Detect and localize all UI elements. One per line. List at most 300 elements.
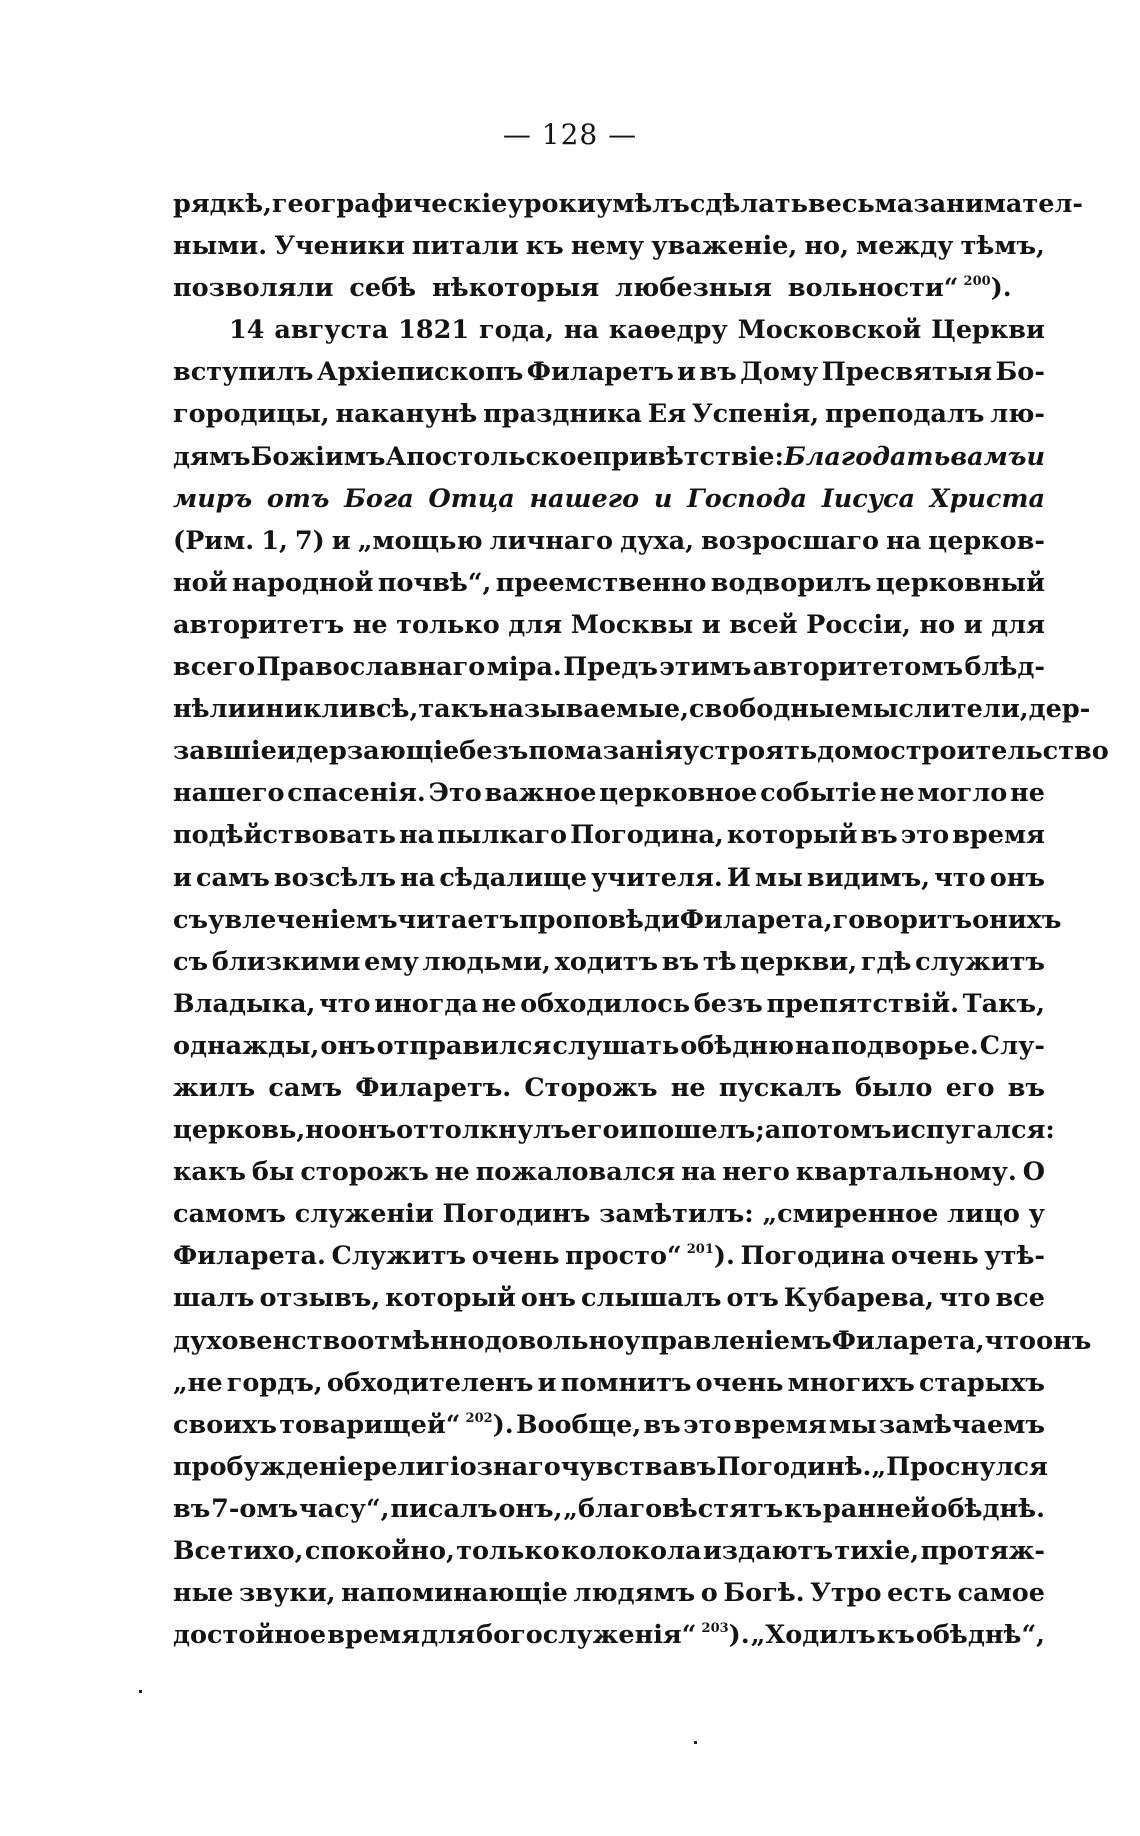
word: который xyxy=(385,1283,516,1314)
word: Божіимъ xyxy=(250,441,386,472)
word: но, xyxy=(804,231,849,262)
text-line xyxy=(173,730,1109,772)
word: жилъ xyxy=(173,1072,256,1103)
word: возросшаго xyxy=(701,525,880,556)
word: къ xyxy=(525,231,564,262)
word: квартальному. xyxy=(795,1157,1017,1188)
word: и xyxy=(173,862,192,893)
word: на xyxy=(886,525,922,556)
word: нашего xyxy=(173,778,285,809)
footnote-ref: 203 xyxy=(701,1621,729,1637)
word: что xyxy=(934,862,986,893)
footnote-ref: 202 xyxy=(465,1410,493,1426)
word: праздника xyxy=(483,399,642,430)
word: Ея xyxy=(647,399,687,430)
word: къ xyxy=(876,1620,915,1651)
word: Служитъ xyxy=(331,1241,467,1272)
word: онъ xyxy=(989,862,1045,893)
word: Церкви xyxy=(931,315,1045,346)
word: у xyxy=(1028,1199,1045,1230)
word: протяж- xyxy=(920,1536,1045,1566)
word: не xyxy=(481,988,517,1019)
speck-left xyxy=(139,1690,142,1693)
word: и xyxy=(619,1115,639,1146)
word: помазанія xyxy=(528,736,683,767)
word: духа, xyxy=(620,525,695,556)
word: безъ xyxy=(459,736,529,767)
word: какъ xyxy=(173,1157,246,1188)
word: Архіепископъ xyxy=(316,357,524,388)
word: устроять xyxy=(682,736,818,767)
word: часу“, xyxy=(298,1493,390,1524)
word: обѣдню xyxy=(680,1030,795,1061)
word: личнаго xyxy=(489,525,614,556)
word: богослуженія“ $^{203}$). xyxy=(476,1620,750,1651)
word: онъ, xyxy=(498,1493,563,1524)
word: мыслители, xyxy=(850,694,1029,725)
footnote-ref: 201 xyxy=(686,1242,714,1258)
word: наканунѣ xyxy=(335,399,478,430)
word: сѣдалище xyxy=(439,862,587,893)
word: уроки xyxy=(507,189,596,219)
word: есть xyxy=(887,1578,952,1609)
word: Погодина, xyxy=(570,820,724,851)
word: и xyxy=(963,609,983,640)
word: гордъ, xyxy=(226,1367,323,1398)
word: Господа xyxy=(687,483,808,514)
word: ной xyxy=(173,567,228,598)
word: что xyxy=(939,1283,991,1314)
word: тихіе, xyxy=(834,1536,920,1566)
text-line xyxy=(173,351,1045,393)
word: 7) xyxy=(294,525,325,556)
word: самъ xyxy=(268,1072,343,1103)
word: и xyxy=(276,736,296,767)
word: просто“ $^{201}$). xyxy=(565,1241,735,1272)
word: любезныя xyxy=(615,273,772,304)
word: Благодать xyxy=(783,441,951,472)
word: дерзающіе xyxy=(295,736,460,767)
word: Іисуса xyxy=(821,483,916,514)
word: авторитетъ xyxy=(173,609,345,640)
word: Утро xyxy=(810,1578,882,1609)
text-line xyxy=(173,941,1045,983)
word: каѳедру xyxy=(608,315,728,346)
footnote-ref: 200 xyxy=(963,274,991,290)
word: съ xyxy=(173,904,209,935)
word: подворье. xyxy=(831,1030,979,1061)
word: спокойно, xyxy=(304,1536,455,1566)
word: съ xyxy=(173,946,209,977)
word: „благовѣстятъ xyxy=(563,1493,784,1524)
word: издаютъ xyxy=(702,1536,834,1566)
word: обходителенъ xyxy=(326,1367,534,1398)
word: не xyxy=(879,778,915,809)
word: ными. xyxy=(173,231,268,262)
word: замѣтилъ: xyxy=(599,1199,754,1230)
word: на xyxy=(681,1157,717,1188)
text-line xyxy=(173,1151,1045,1193)
word: въ xyxy=(860,820,898,851)
word: людямъ xyxy=(573,1578,696,1609)
ref-close: ). xyxy=(713,1241,735,1272)
word: очень xyxy=(890,1241,979,1272)
word: напоминающіе xyxy=(341,1578,568,1609)
word: занимател- xyxy=(913,189,1083,219)
word: И xyxy=(726,862,751,893)
word: отправился xyxy=(376,1030,552,1061)
word: обѣднѣ. xyxy=(930,1493,1045,1524)
text-line xyxy=(173,604,1045,646)
word: „Ходилъ xyxy=(750,1620,876,1651)
word: себѣ xyxy=(349,273,417,304)
word: него xyxy=(722,1157,790,1188)
word: а xyxy=(764,1115,782,1146)
word: время xyxy=(952,820,1045,851)
word: церковный xyxy=(875,567,1045,598)
word: и xyxy=(677,357,697,388)
word: обходилось xyxy=(520,988,691,1019)
word: и xyxy=(1026,441,1045,472)
word: потомъ xyxy=(781,1115,892,1146)
word: завшіе xyxy=(173,736,277,767)
word: было xyxy=(854,1072,933,1103)
word: 7-омъ xyxy=(211,1493,299,1524)
word: шалъ xyxy=(173,1283,255,1314)
word: свободные xyxy=(689,694,851,725)
text-line xyxy=(173,267,1045,309)
text-line xyxy=(173,1277,1045,1319)
word: религіознаго xyxy=(363,1451,561,1482)
word: довольно xyxy=(484,1325,625,1356)
word: Бо- xyxy=(995,357,1045,388)
word: Успенія, xyxy=(691,399,820,430)
word: однажды, xyxy=(173,1030,320,1061)
word: для xyxy=(991,609,1045,640)
word: писалъ xyxy=(390,1493,498,1524)
word: августа xyxy=(274,315,389,346)
word: дямъ xyxy=(173,441,251,472)
word: миръ xyxy=(173,483,253,514)
word: пускалъ xyxy=(718,1072,842,1103)
word: всѣ, xyxy=(358,694,419,725)
word: пожаловался xyxy=(475,1157,676,1188)
word: сторожъ xyxy=(300,1157,429,1188)
word: Филарета, xyxy=(679,904,833,935)
word: служеніи xyxy=(294,1199,434,1230)
word: отъ xyxy=(266,483,330,514)
word: этимъ xyxy=(659,652,752,683)
word: вступилъ xyxy=(173,357,314,388)
word: міра. xyxy=(486,652,562,683)
text-line xyxy=(173,1193,1045,1235)
text-line xyxy=(173,1488,1045,1530)
word: ранней xyxy=(822,1493,930,1524)
word: не xyxy=(1010,778,1045,809)
word: Богѣ. xyxy=(723,1578,805,1609)
word: церкви, xyxy=(740,946,858,977)
word: не xyxy=(352,609,388,640)
word: видимъ, xyxy=(806,862,931,893)
word: Слу- xyxy=(979,1030,1045,1061)
word: достойное xyxy=(173,1620,327,1651)
word: время xyxy=(733,1409,827,1440)
word: авторитетомъ xyxy=(752,652,964,683)
word: событіе xyxy=(760,778,877,809)
ref-close: ). xyxy=(492,1409,514,1440)
word: Ученики xyxy=(274,231,405,262)
word: церков- xyxy=(928,525,1045,556)
word: отмѣнно xyxy=(357,1325,485,1356)
word: помнитъ xyxy=(560,1367,692,1398)
page-number: — 128 — xyxy=(502,118,638,151)
word: всего xyxy=(173,652,256,683)
word: о xyxy=(972,904,990,935)
word: учителя. xyxy=(591,862,723,893)
word: рядкѣ, xyxy=(173,189,272,219)
word: блѣд- xyxy=(964,652,1045,683)
word: управленіемъ xyxy=(624,1325,832,1356)
word: нему xyxy=(570,231,645,262)
text-line xyxy=(173,983,1045,1025)
word: онъ xyxy=(340,1115,397,1146)
word: Погодинѣ. xyxy=(716,1451,872,1482)
word: пошелъ; xyxy=(638,1115,765,1146)
word: Московской xyxy=(737,315,922,346)
word: тихо, xyxy=(227,1536,304,1566)
word: умѣлъ xyxy=(595,189,690,219)
word: (Рим. xyxy=(173,525,255,556)
word: безъ xyxy=(693,988,763,1019)
word: товарищей“ $^{202}$). xyxy=(279,1409,514,1440)
word: уваженіе, xyxy=(651,231,798,262)
word: называемые, xyxy=(488,694,689,725)
word: онъ xyxy=(1036,1325,1092,1356)
word: близкими xyxy=(211,946,361,977)
word: обѣднѣ“, xyxy=(915,1620,1045,1651)
word: важное xyxy=(484,778,597,809)
word: но xyxy=(919,609,956,640)
word: нѣкоторыя xyxy=(432,273,600,304)
word: но xyxy=(305,1115,341,1146)
word: Филарета, xyxy=(831,1325,985,1356)
word: на xyxy=(563,315,599,346)
word: увлеченіемъ xyxy=(208,904,398,935)
word: замѣчаемъ xyxy=(878,1409,1045,1440)
word: колокола xyxy=(561,1536,702,1566)
word: Бога xyxy=(344,483,414,514)
word: старыхъ xyxy=(918,1367,1045,1398)
word: чувства xyxy=(560,1451,680,1482)
text-line xyxy=(173,225,1045,267)
word: дер- xyxy=(1028,694,1091,725)
word: это xyxy=(683,1409,732,1440)
word: оттолкнулъ xyxy=(396,1115,571,1146)
word: въ xyxy=(661,946,700,977)
word: О xyxy=(1022,1157,1045,1188)
word: 1, xyxy=(261,525,288,556)
word: только xyxy=(456,1536,560,1566)
word: который xyxy=(726,820,858,851)
word: Дому xyxy=(740,357,819,388)
word: многихъ xyxy=(787,1367,915,1398)
word: и xyxy=(701,609,721,640)
text-line xyxy=(173,562,1045,604)
word: это xyxy=(900,820,950,851)
word: все xyxy=(995,1283,1045,1314)
word: Погодинъ xyxy=(442,1199,591,1230)
word: и xyxy=(653,483,673,514)
word: подѣйствовать xyxy=(173,820,396,851)
word: вольности“ $^{200}$). xyxy=(787,273,1012,304)
word: утѣ- xyxy=(984,1241,1045,1272)
text-line xyxy=(173,478,1045,520)
word: церковь, xyxy=(173,1115,306,1146)
word: Это xyxy=(428,778,482,809)
text-line xyxy=(173,899,1062,941)
word: мы xyxy=(755,862,803,893)
word: преемственно xyxy=(495,567,707,598)
word: Православнаго xyxy=(256,652,486,683)
word: Апостольское xyxy=(385,441,593,472)
word: препятствій. xyxy=(766,988,959,1019)
word: Христа xyxy=(929,483,1045,514)
word: его xyxy=(945,1072,995,1103)
word: не xyxy=(434,1157,470,1188)
word: къ xyxy=(784,1493,823,1524)
text-line xyxy=(173,646,1045,688)
word: вамъ xyxy=(950,441,1027,472)
word: питали xyxy=(411,231,519,262)
word: возсѣлъ xyxy=(273,862,396,893)
word: „Проснулся xyxy=(871,1451,1048,1482)
word: Такъ, xyxy=(962,988,1045,1019)
word: не xyxy=(670,1072,706,1103)
word: въ xyxy=(679,1451,717,1482)
word: могло xyxy=(917,778,1008,809)
word: для xyxy=(508,609,563,640)
word: въ xyxy=(173,1493,211,1524)
word: и xyxy=(331,525,351,556)
word: самомъ xyxy=(173,1199,286,1230)
text-line xyxy=(173,436,1045,478)
word: иногда xyxy=(374,988,478,1019)
word: домостроительство xyxy=(817,736,1109,767)
text-line xyxy=(173,183,1083,225)
word: бы xyxy=(251,1157,295,1188)
word: преподалъ xyxy=(824,399,985,430)
word: почвѣ“, xyxy=(377,567,492,598)
word: пробужденіе xyxy=(173,1451,364,1482)
word: Отца xyxy=(428,483,515,514)
word: „мощью xyxy=(357,525,483,556)
word: никли xyxy=(265,694,359,725)
word: очень xyxy=(695,1367,784,1398)
word: испугался: xyxy=(891,1115,1055,1146)
word: звуки, xyxy=(239,1578,336,1609)
word: Филарета. xyxy=(173,1241,326,1272)
word: позволяли xyxy=(173,273,334,304)
word: Предъ xyxy=(563,652,658,683)
word: Филаретъ xyxy=(526,357,674,388)
word: ходитъ xyxy=(554,946,659,977)
word: Сторожъ xyxy=(524,1072,658,1103)
text-line xyxy=(173,1235,1045,1277)
word: людьми, xyxy=(422,946,551,977)
body-text xyxy=(173,183,1109,1656)
word: служитъ xyxy=(915,946,1045,977)
text-line xyxy=(173,1320,1092,1362)
word: самое xyxy=(957,1578,1045,1609)
text-line xyxy=(173,772,1045,814)
word: нѣли xyxy=(173,694,247,725)
word: пылкаго xyxy=(437,820,568,851)
word: 1821 xyxy=(398,315,470,346)
word: на xyxy=(400,862,436,893)
text-line xyxy=(173,688,1091,730)
word: мы xyxy=(828,1409,877,1440)
word: Москвы xyxy=(570,609,694,640)
word: онъ xyxy=(520,1283,576,1314)
word: въ xyxy=(699,357,737,388)
word: для xyxy=(421,1620,475,1651)
word: церковное xyxy=(599,778,758,809)
ref-close: ). xyxy=(728,1620,750,1651)
word: народной xyxy=(231,567,374,598)
text-line xyxy=(173,1614,1045,1656)
word: спасенія. xyxy=(287,778,426,809)
text-line xyxy=(173,1530,1045,1572)
word: Погодина xyxy=(740,1241,886,1272)
word: городицы, xyxy=(173,399,330,430)
word: онъ xyxy=(320,1030,376,1061)
word: года, xyxy=(478,315,554,346)
word: отъ xyxy=(726,1283,779,1314)
text-line xyxy=(173,857,1045,899)
word: время xyxy=(327,1620,421,1651)
word: о xyxy=(700,1578,718,1609)
word: тѣ xyxy=(702,946,737,977)
word: привѣтствіе: xyxy=(592,441,784,472)
word: слушать xyxy=(552,1030,680,1061)
word: и xyxy=(246,694,266,725)
text-line xyxy=(173,1446,1048,1488)
word: очень xyxy=(471,1241,560,1272)
word: ные xyxy=(173,1578,234,1609)
word: ему xyxy=(364,946,419,977)
word: слышалъ xyxy=(580,1283,722,1314)
word: 14 xyxy=(229,315,265,346)
text-line xyxy=(173,309,1045,351)
word: Филаретъ. xyxy=(355,1072,512,1103)
word: Россіи, xyxy=(806,609,911,640)
word: читаетъ xyxy=(397,904,520,935)
word: лю- xyxy=(990,399,1045,430)
word: на xyxy=(398,820,435,851)
word: такъ xyxy=(418,694,489,725)
text-line xyxy=(173,1067,1045,1109)
text-line xyxy=(173,1362,1045,1404)
speck-bottom xyxy=(694,1741,697,1744)
word: Кубарева, xyxy=(783,1283,935,1314)
text-line xyxy=(173,1572,1045,1614)
text-line xyxy=(173,1404,1045,1446)
word: своихъ xyxy=(173,1409,277,1440)
word: весьма xyxy=(807,189,914,219)
word: тѣмъ, xyxy=(960,231,1045,262)
word: въ xyxy=(643,1409,681,1440)
word: лицо xyxy=(947,1199,1020,1230)
